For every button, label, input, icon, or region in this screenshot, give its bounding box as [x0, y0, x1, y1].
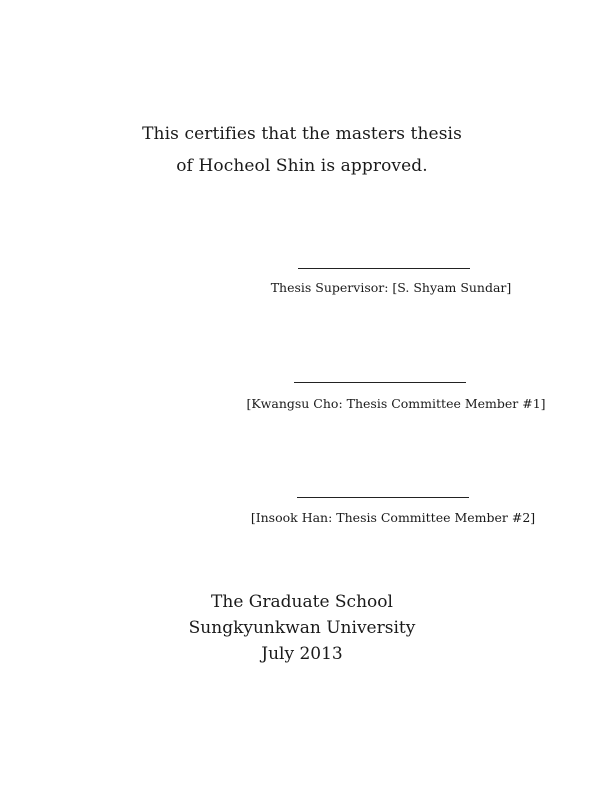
signature-line — [297, 497, 469, 498]
signature-label-supervisor: Thesis Supervisor: [S. Shyam Sundar] — [270, 280, 512, 295]
signature-line — [294, 382, 466, 383]
signature-line — [298, 268, 470, 269]
signature-label-member-1: [Kwangsu Cho: Thesis Committee Member #1] — [246, 396, 546, 411]
certification-line-1: This certifies that the masters thesis — [142, 124, 462, 144]
signature-label-member-2: [Insook Han: Thesis Committee Member #2] — [250, 510, 536, 525]
university-name: Sungkyunkwan University — [188, 618, 416, 638]
graduate-school-name: The Graduate School — [211, 592, 393, 612]
approval-date: July 2013 — [261, 644, 343, 664]
certification-line-2: of Hocheol Shin is approved. — [176, 156, 428, 176]
